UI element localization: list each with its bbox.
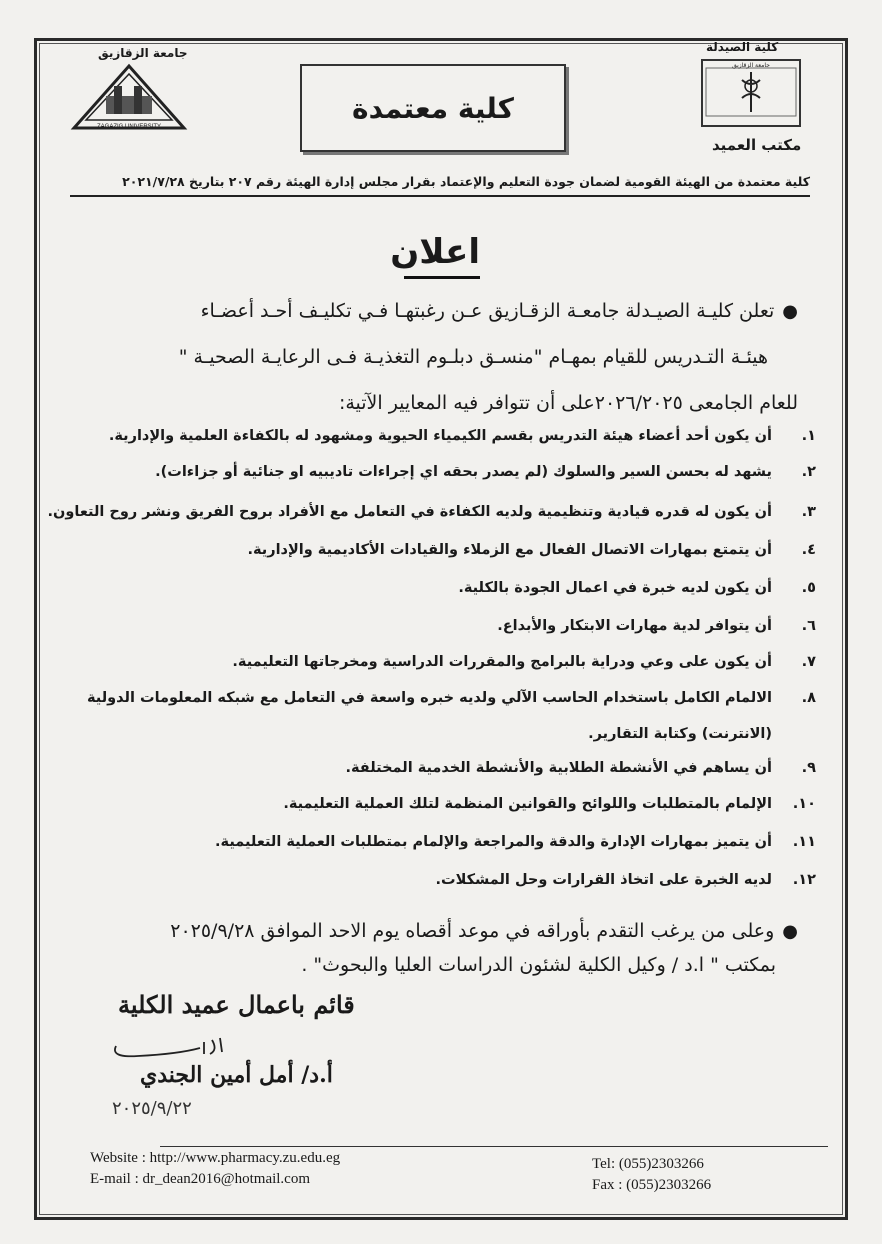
item-number: ٤. xyxy=(801,542,816,558)
stamp-text: كلية معتمدة xyxy=(352,91,514,125)
signature-icon xyxy=(108,1024,228,1064)
intro-line: للعام الجامعى ٢٠٢٦/٢٠٢٥على أن تتوافر فيه المعايير الآتية: xyxy=(338,392,798,414)
item-text: أن يتوافر لدية مهارات الابتكار والأبداع. xyxy=(497,618,772,634)
outro-line: بمكتب " ا.د / وكيل الكلية لشئون الدراسات العليا والبحوث" . xyxy=(301,954,776,976)
list-item xyxy=(100,654,816,670)
item-number: ٧. xyxy=(801,654,816,670)
title-underline xyxy=(404,276,480,279)
intro-line: تعلن كليـة الصيـدلة جامعـة الزقـازيق عـن رغبتهـا فـي تكليـف أحـد أعضـاء xyxy=(200,300,775,322)
item-text: أن يكون على وعي ودراية بالبرامج والمقررات الدراسية ومخرجاتها التعليمية. xyxy=(232,654,772,670)
website-text: Website : http://www.pharmacy.zu.edu.eg xyxy=(90,1150,341,1166)
item-text: أن يتمتع بمهارات الاتصال الفعال مع الزملاء والقيادات الأكاديمية والإدارية. xyxy=(247,542,772,558)
list-item xyxy=(47,504,816,520)
faculty-logo-icon xyxy=(700,58,802,128)
accreditation-line: كلية معتمدة من الهيئة القومية لضمان جودة التعليم والإعتماد بقرار مجلس إدارة الهيئة رقم ٢٠٧ بتاريخ ٢٠٢١/٧/٢٨ xyxy=(122,174,810,189)
item-number: ٨. xyxy=(801,690,816,706)
item-number: ٦. xyxy=(801,618,816,634)
item-text: أن يتميز بمهارات الإدارة والدقة والمراجعة والإلمام بمتطلبات العملية التعليمية. xyxy=(215,834,772,850)
faculty-logo-text: جامعة الزقازيق xyxy=(732,62,770,69)
list-item xyxy=(100,760,816,776)
intro-line: هيئـة التـدريس للقيام بمهـام "منسـق دبلـوم التغذيـة فـى الرعايـة الصحيـة " xyxy=(178,346,768,368)
list-item xyxy=(100,618,816,634)
accredited-stamp xyxy=(300,64,566,152)
item-number: ١٢. xyxy=(792,872,816,888)
tel-text: Tel: (055)2303266 xyxy=(592,1156,704,1172)
item-number: ١. xyxy=(801,428,816,444)
intro-paragraph xyxy=(78,288,798,426)
list-item xyxy=(100,580,816,596)
outro-line: وعلى من يرغب التقدم بأوراقه في موعد أقصاه يوم الاحد الموافق ٢٠٢٥/٩/٢٨ xyxy=(170,920,775,942)
page-title: اعلان xyxy=(390,232,480,272)
email-text: E-mail : dr_dean2016@hotmail.com xyxy=(90,1171,311,1187)
footer-contact xyxy=(90,1148,340,1190)
list-item xyxy=(100,464,816,480)
list-item xyxy=(100,796,816,812)
item-text: أن يساهم في الأنشطة الطلابية والأنشطة الخدمية المختلفة. xyxy=(345,760,772,776)
signer-title: قائم باعمال عميد الكلية xyxy=(118,990,355,1019)
item-text: لديه الخبرة على اتخاذ القرارات وحل المشكلات. xyxy=(435,872,772,888)
fax-text: Fax : (055)2303266 xyxy=(592,1177,712,1193)
item-text: أن يكون لديه خبرة في اعمال الجودة بالكلية. xyxy=(458,580,772,596)
list-item xyxy=(100,834,816,850)
faculty-name: كلية الصيدلة xyxy=(706,40,779,54)
closing-paragraph xyxy=(80,914,798,982)
item-text: يشهد له بحسن السير والسلوك (لم يصدر بحقه اي إجراءات تاديبيه او جنائية أو جزاءات). xyxy=(155,464,772,480)
university-name: جامعة الزقازيق xyxy=(98,46,188,60)
item-number: ١٠. xyxy=(792,796,816,812)
university-logo-icon xyxy=(70,60,188,132)
item-text: أن يكون أحد أعضاء هيئة التدريس بقسم الكيمياء الحيوية ومشهود له بالكفاءة العلمية والإدارية. xyxy=(108,428,772,444)
footer-divider xyxy=(160,1146,828,1147)
handwritten-date: ٢٠٢٥/٩/٢٢ xyxy=(112,1098,192,1119)
item-number: ٢. xyxy=(801,464,816,480)
dean-office-label: مكتب العميد xyxy=(712,136,802,154)
item-text: الالمام الكامل باستخدام الحاسب الآلي ولديه خبره واسعة في التعامل مع شبكه المعلومات الدولية xyxy=(87,690,772,706)
bullet-icon: ● xyxy=(782,921,798,942)
header-divider xyxy=(70,195,810,197)
item-text: (الانترنت) وكتابة التقارير. xyxy=(588,726,772,742)
item-text: الإلمام بالمتطلبات واللوائح والقوانين المنظمة لتلك العملية التعليمية. xyxy=(283,796,772,812)
list-item xyxy=(100,428,816,444)
footer-phones xyxy=(592,1154,711,1196)
list-item xyxy=(100,542,816,558)
signer-name: أ.د/ أمل أمين الجندي xyxy=(140,1062,333,1088)
item-number: ٩. xyxy=(801,760,816,776)
list-item xyxy=(100,872,816,888)
item-number: ١١. xyxy=(792,834,816,850)
item-number: ٥. xyxy=(801,580,816,596)
list-item-continuation xyxy=(100,726,816,742)
list-item xyxy=(87,690,816,706)
bullet-icon: ● xyxy=(782,301,798,322)
item-text: أن يكون له قدره قيادية وتنظيمية ولديه الكفاءة في التعامل مع الأفراد بروح الفريق ونشر روح التعاون. xyxy=(47,504,772,520)
item-number: ٣. xyxy=(801,504,816,520)
university-logo-text: ZAGAZIG UNIVERSITY xyxy=(96,124,162,130)
